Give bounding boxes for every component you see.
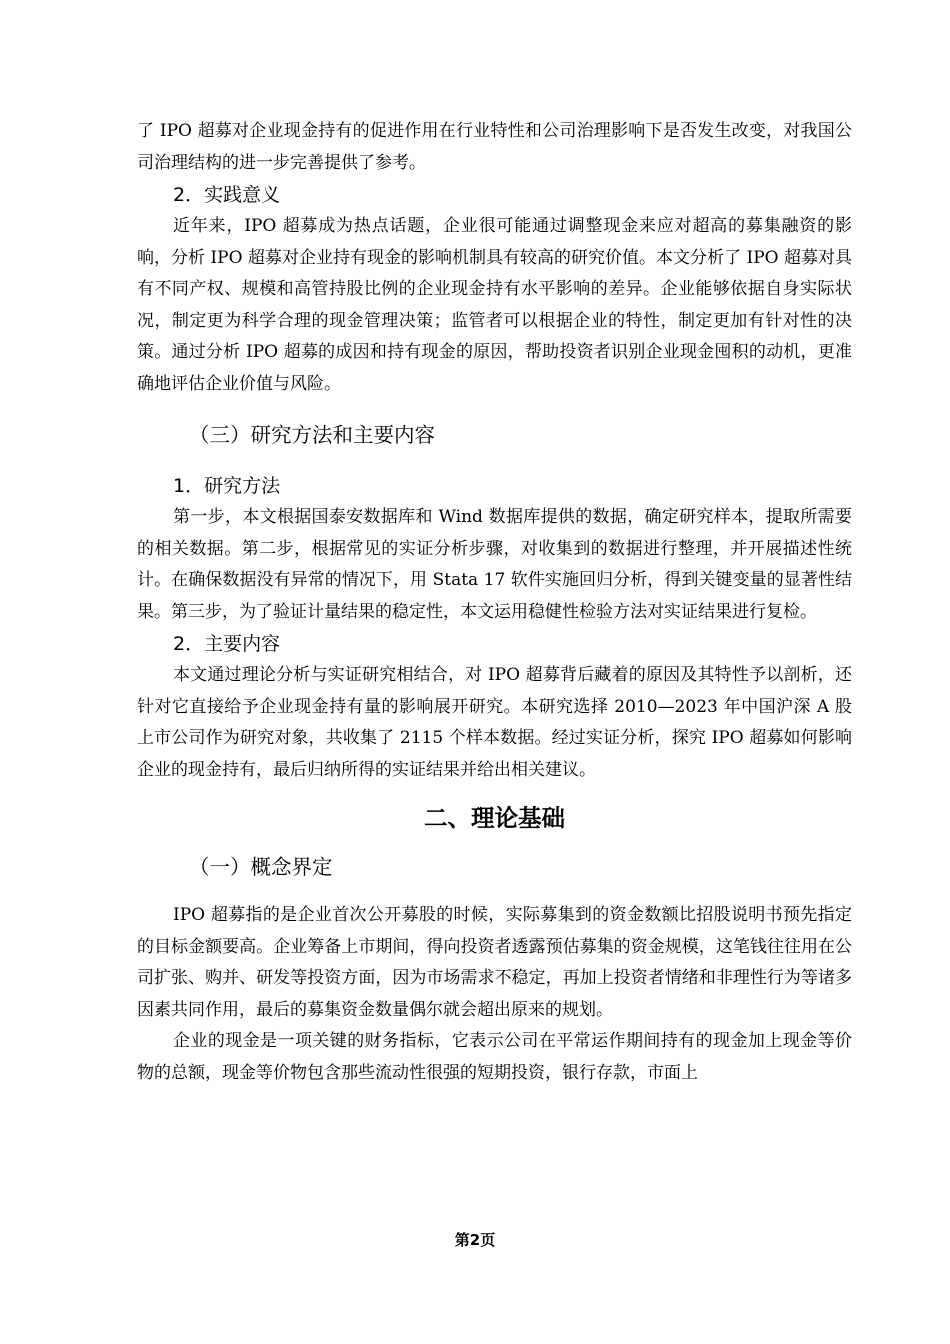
body-paragraph: 第一步，本文根据国泰安数据库和 Wind 数据库提供的数据，确定研究样本，提取所需要的相关数据。第二步，根据常见的实证分析步骤，对收集到的数据进行整理，并开展描述性统计。在确保数据没有异常的情况下，用 Stata 17 软件实施回归分析，得到关键变量的显著性结果。第三步，为了验证计量结果的稳定性，本文运用稳健性检验方法对实证结果进行复检。 bbox=[137, 507, 852, 622]
subheading-practical-significance: 2．实践意义 bbox=[173, 184, 281, 206]
subheading-research-method: 1．研究方法 bbox=[173, 475, 281, 497]
subheading-main-content: 2．主要内容 bbox=[173, 633, 281, 655]
section-heading-concept-definition: （一）概念界定 bbox=[189, 855, 333, 879]
body-paragraph: 近年来，IPO 超募成为热点话题，企业很可能通过调整现金来应对超高的募集融资的影响，分析 IPO 超募对企业持有现金的影响机制具有较高的研究价值。本文分析了 IPO 超募对具有不同产权、规模和高管持股比例的企业现金持有水平影响的差异。企业能够依据自身实际状况，制定更为科学合理的现金管理决策；监管者可以根据企业的特性，制定更加有针对性的决策。通过分析 IPO 超募的成因和持有现金的原因，帮助投资者识别企业现金囤积的动机，更准确地评估企业价值与风险。 bbox=[137, 216, 852, 394]
body-paragraph: 了 IPO 超募对企业现金持有的促进作用在行业特性和公司治理影响下是否发生改变，对我国公司治理结构的进一步完善提供了参考。 bbox=[137, 121, 852, 173]
body-paragraph: 本文通过理论分析与实证研究相结合，对 IPO 超募背后藏着的原因及其特性予以剖析，还针对它直接给予企业现金持有量的影响展开研究。本研究选择 2010—2023 年中国沪深 A 股上市公司作为研究对象，共收集了 2115 个样本数据。经过实证分析，探究 IPO 超募如何影响企业的现金持有，最后归纳所得的实证结果并给出相关建议。 bbox=[137, 665, 852, 780]
body-paragraph: IPO 超募指的是企业首次公开募股的时候，实际募集到的资金数额比招股说明书预先指定的目标金额要高。企业筹备上市期间，得向投资者透露预估募集的资金规模，这笔钱往往用在公司扩张、购并、研发等投资方面，因为市场需求不稳定，再加上投资者情绪和非理性行为等诸多因素共同作用，最后的募集资金数量偶尔就会超出原来的规划。 bbox=[137, 905, 852, 1020]
page-body bbox=[137, 116, 852, 1089]
chapter-title-theoretical-basis: 二、理论基础 bbox=[424, 804, 565, 832]
section-heading-research-methods: （三）研究方法和主要内容 bbox=[189, 423, 435, 447]
body-paragraph: 企业的现金是一项关键的财务指标，它表示公司在平常运作期间持有的现金加上现金等价物的总额，现金等价物包含那些流动性很强的短期投资，银行存款，市面上 bbox=[137, 1031, 852, 1083]
page-number: 第2页 bbox=[454, 1231, 496, 1249]
